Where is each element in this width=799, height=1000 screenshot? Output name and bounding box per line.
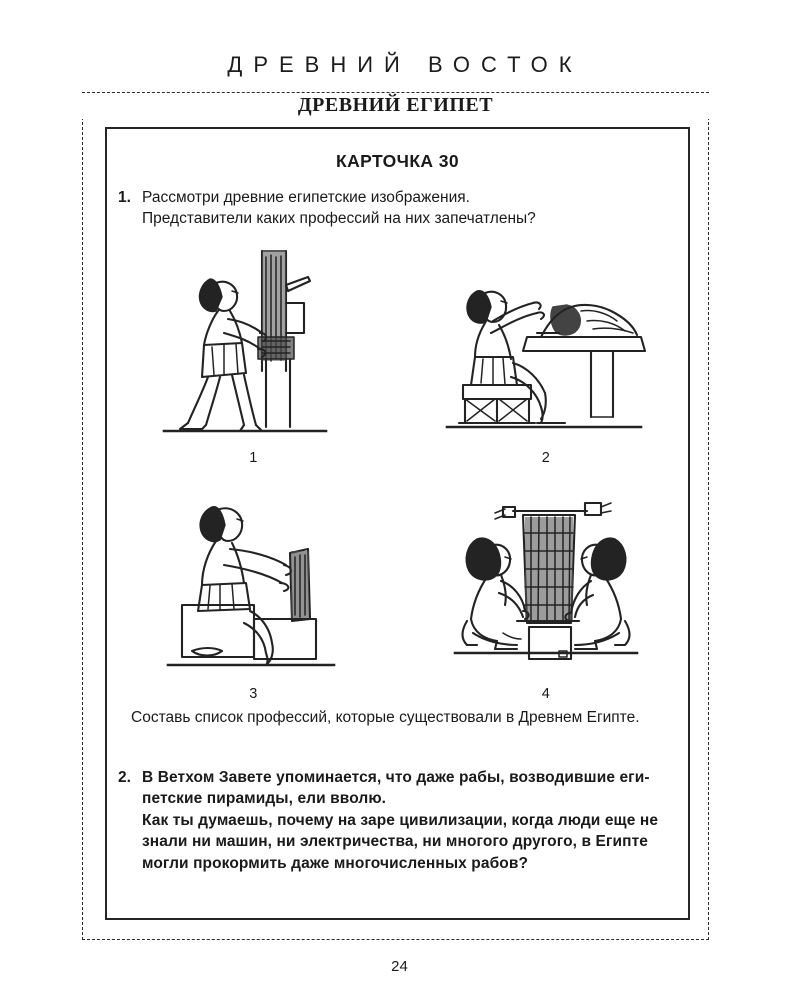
figure-3	[107, 487, 400, 709]
figure-2	[400, 241, 693, 473]
professions-list-prompt: Составь список профессий, которые существовали в Древнем Египте.	[131, 709, 640, 726]
figure-1	[107, 241, 400, 473]
task-1-text	[142, 187, 678, 230]
figure-3-label: 3	[249, 686, 258, 702]
card-title: КАРТОЧКА 30	[336, 151, 459, 171]
exercise-card	[105, 127, 690, 920]
task-2	[118, 767, 682, 874]
task-1-line-1: Рассмотри древние египетские изображения.	[142, 189, 470, 206]
running-head: ДРЕВНИЙ ВОСТОК	[227, 52, 583, 77]
figure-row-bottom	[107, 487, 692, 709]
figure-2-label: 2	[541, 450, 550, 466]
task-1-line-2: Представители каких профессий на них запечатлены?	[142, 210, 536, 228]
figure-row-top	[107, 241, 692, 473]
seated-sculptor-at-table-icon	[441, 241, 651, 446]
task-2-text	[142, 767, 682, 874]
task-2-line-5: могли прокормить даже многочисленных рабов?	[142, 854, 529, 872]
task-2-line-3: Как ты думаешь, почему на заре цивилизации, когда люди еще не	[142, 811, 659, 829]
task-2-line-1: В Ветхом Завете упоминается, что даже рабы, возводившие еги-	[142, 769, 650, 786]
two-women-at-vertical-loom-icon	[443, 487, 648, 682]
task-2-line-2: петские пирамиды, ели вволю.	[142, 790, 387, 808]
figure-grid	[107, 241, 692, 709]
seated-stonecutter-with-stela-icon	[158, 487, 348, 682]
task-2-number: 2.	[118, 769, 131, 786]
section-title: ДРЕВНИЙ ЕГИПЕТ	[82, 93, 709, 119]
figure-4-label: 4	[541, 686, 550, 702]
task-1	[118, 187, 678, 230]
task-1-number: 1.	[118, 189, 131, 206]
task-2-line-4: знали ни машин, ни электричества, ни многого другого, в Египте	[142, 833, 648, 851]
craftsman-carving-column-icon	[158, 241, 348, 446]
figure-1-label: 1	[249, 450, 258, 466]
page-number: 24	[391, 958, 408, 975]
figure-4	[400, 487, 693, 709]
